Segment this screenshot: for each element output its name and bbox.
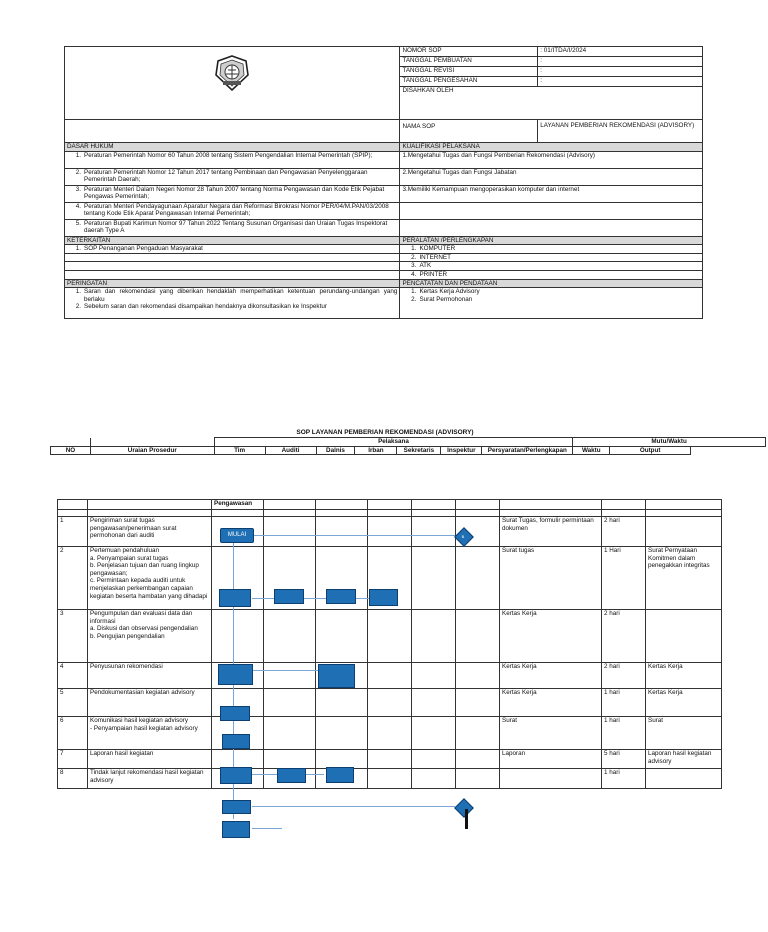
list-item: 2. Peraturan Pemerintah Nomor 12 Tahun 2017 tentang Pembinaan dan Pengawasan Penyelenggaraan Pemerintah Daerah; (75, 168, 368, 184)
step-output (646, 517, 722, 547)
step-number: 1 (58, 517, 88, 547)
step-time: 2 hari (602, 663, 646, 689)
step-number: 3 (58, 610, 88, 663)
section-header-row (65, 143, 703, 152)
pengawasan-header: Pengawasan (212, 500, 264, 510)
dasar-hukum-row (65, 202, 703, 219)
table-row (58, 517, 722, 547)
step-description: Pertemuan pendahuluan a. Penyampaian surat tugas b. Penjelasan tujuan dan ruang lingkup pengawasan; c. Permintaan kepada auditi untuk menjelaskan perkembangan capaian kegiatan beserta hambatan yang dihadapi (88, 547, 212, 610)
process-box (219, 589, 251, 607)
step-requirement: Surat (500, 717, 602, 750)
col-waktu: Waktu (573, 446, 610, 455)
step-requirement: Kertas Kerja (500, 663, 602, 689)
mutu-waktu-header: Mutu/Waktu (573, 438, 766, 447)
list-item: 2. INTERNET (411, 253, 451, 261)
sop-procedure-title: SOP LAYANAN PEMBERIAN REKOMENDASI (ADVISORY) (296, 429, 474, 436)
step-output: Surat Pernyataan Komitmen dalam penegakkan integritas (646, 547, 722, 610)
list-item: 3. Peraturan Menteri Dalam Negeri Nomor 28 Tahun 2007 tentang Norma Pengawasan dan Kode Etik Pejabat Pengawas Pemerintah; (75, 185, 385, 201)
sop-identity-table (64, 46, 703, 319)
step-description: Penyusunan rekomendasi (88, 663, 212, 689)
connector-line (252, 806, 455, 807)
meta-label: TANGGAL PENGESAHAN (400, 77, 538, 87)
col-sekretaris: Sekretaris (397, 446, 441, 455)
list-item: 1. Saran dan rekomendasi yang diberikan hendaklah memperhatikan ketentuan perundang-undangan yang berlaku (75, 288, 398, 303)
step-requirement (500, 769, 602, 789)
table-row (58, 610, 722, 663)
dasar-hukum-row (65, 151, 703, 168)
table-row (58, 769, 722, 789)
process-box (222, 821, 250, 838)
process-box (369, 589, 398, 606)
step-number: 6 (58, 717, 88, 750)
meta-value: : (538, 57, 703, 67)
step-description: Pendokumentasian kegiatan advisory (88, 689, 212, 717)
connector-line (252, 828, 282, 829)
step-time: 1 Hari (602, 547, 646, 610)
step-time: 2 hari (602, 517, 646, 547)
table-row (58, 663, 722, 689)
dasar-hukum-row (65, 168, 703, 185)
step-number: 7 (58, 750, 88, 769)
step-output: Kertas Kerja (646, 663, 722, 689)
table-row (58, 717, 722, 750)
connector-line (252, 535, 455, 536)
step-description: Tindak lanjut rekomendasi hasil kegiatan advisory (88, 769, 212, 789)
step-output: Laporan hasil kegiatan advisory (646, 750, 722, 769)
table-row (58, 750, 722, 769)
meta-label: TANGGAL PEMBUATAN (400, 57, 538, 67)
list-item: 1. KOMPUTER (411, 245, 456, 253)
process-box (277, 768, 306, 783)
step-description: Pengiriman surat tugas pengawasan/penerimaan surat permohonan dari auditi (88, 517, 212, 547)
dasar-hukum-title: DASAR HUKUM (65, 143, 400, 152)
section-header-row (65, 236, 703, 245)
process-box (220, 706, 250, 721)
dasar-hukum-row (65, 185, 703, 202)
connector-line (252, 670, 322, 671)
col-irban: Irban (355, 446, 397, 455)
step-output: Surat (646, 717, 722, 750)
process-box (274, 589, 304, 604)
peralatan-title: PERALATAN /PERLENGKAPAN (400, 236, 703, 245)
list-item: 5. Peraturan Bupati Karimun Nomor 97 Tahun 2022 Tentang Susunan Organisasi dan Uraian Tugas Inspektorat daerah Type A (75, 219, 388, 235)
list-item: 1. Peraturan Pemerintah Nomor 60 Tahun 2008 tentang Sistem Pengendalian Internal Pemerintah (SPIP); (75, 151, 373, 159)
step-output (646, 610, 722, 663)
step-number: 4 (58, 663, 88, 689)
step-requirement: Surat tugas (500, 547, 602, 610)
dasar-hukum-row (65, 219, 703, 236)
kualifikasi-item: 3.Memiliki Kemampuan mengoperasikan komputer dan internet (400, 185, 703, 202)
kualifikasi-item: 1.Mengetahui Tugas dan Fungsi Pemberian Rekomendasi (Advisory) (400, 151, 703, 168)
meta-value: : (538, 77, 703, 87)
process-box (326, 589, 356, 604)
step-time: 2 hari (602, 610, 646, 663)
decision-label: B (461, 534, 465, 539)
step-number: 5 (58, 689, 88, 717)
step-time: 5 hari (602, 750, 646, 769)
step-requirement: Surat Tugas, formulir permintaan dokumen (500, 517, 602, 547)
step-requirement: Kertas Kerja (500, 689, 602, 717)
peringatan-title: PERINGATAN (65, 279, 400, 288)
logo-cell (65, 47, 400, 120)
list-item: 2. Surat Permohonan (411, 295, 473, 303)
col-no: NO (51, 446, 91, 455)
list-item: 2. Sebelum saran dan rekomendasi disampaikan hendaknya dikonsultasikan ke Inspektur (75, 303, 327, 311)
process-box (222, 734, 250, 749)
list-item: 3. ATK (411, 262, 432, 270)
kualifikasi-title: KUALIFIKASI PELAKSANA (400, 143, 703, 152)
list-item: 1. SOP Penanganan Pengaduan Masyarakat (75, 245, 203, 253)
regency-emblem-icon (215, 55, 249, 91)
process-box (222, 800, 251, 814)
decision-diamond (454, 798, 474, 818)
step-requirement: Laporan (500, 750, 602, 769)
step-description: Komunikasi hasil kegiatan advisory - Penyampaian hasil kegiatan advisory (88, 717, 212, 750)
flowchart-body (58, 517, 722, 789)
col-tim: Tim (214, 446, 265, 455)
process-box (220, 767, 252, 784)
step-output (646, 769, 722, 789)
col-output: Output (610, 446, 691, 455)
meta-value: : (538, 67, 703, 77)
step-time: 1 hari (602, 689, 646, 717)
disahkan-oleh: DISAHKAN OLEH (400, 87, 703, 120)
end-marker (465, 809, 468, 829)
col-persyaratan: Persyaratan/Perlengkapan (482, 446, 573, 455)
step-description: Laporan hasil kegiatan (88, 750, 212, 769)
meta-value: : 01/ITDA/I/2024 (538, 47, 703, 57)
pelaksana-header: Pelaksana (214, 438, 573, 447)
step-number: 2 (58, 547, 88, 610)
step-output: Kertas Kerja (646, 689, 722, 717)
kualifikasi-item: 2.Mengetahui Tugas dan Fungsi Jabatan (400, 168, 703, 185)
list-item: 1. Kertas Kerja Advisory (411, 288, 480, 296)
meta-row (65, 47, 703, 57)
step-number: 8 (58, 769, 88, 789)
meta-label: NOMOR SOP (400, 47, 538, 57)
section-header-row (65, 279, 703, 288)
keterkaitan-title: KETERKAITAN (65, 236, 400, 245)
nama-sop-label: NAMA SOP (400, 120, 538, 143)
list-item: 4. Peraturan Menteri Pendayagunaan Aparatur Negara dan Reformasi Birokrasi Nomor PER/04/M.PAN/03/2008 tentang Kode Etik Aparat Pengawasan Internal Pemerintah; (75, 202, 389, 218)
process-box (318, 664, 355, 688)
step-time: 1 hari (602, 769, 646, 789)
meta-label: TANGGAL REVISI (400, 67, 538, 77)
step-description: Pengumpulan dan evaluasi data dan informasi a. Diskusi dan observasi pengendalian b. Pengujian pengendalian (88, 610, 212, 663)
nama-sop-row (65, 120, 703, 143)
col-uraian: Uraian Prosedur (90, 446, 214, 455)
col-dalnis: Dalnis (316, 446, 355, 455)
procedure-header-table (50, 437, 766, 455)
col-auditi: Auditi (265, 446, 316, 455)
table-row (58, 689, 722, 717)
pencatatan-title: PENCATATAN DAN PENDATAAN (400, 279, 703, 288)
nama-sop-value: LAYANAN PEMBERIAN REKOMENDASI (ADVISORY) (538, 120, 703, 143)
col-inspektur: Inspektur (441, 446, 482, 455)
start-box: MULAI (220, 528, 254, 543)
list-item: 4. PRINTER (411, 270, 448, 278)
process-box (218, 664, 253, 685)
step-time: 1 hari (602, 717, 646, 750)
step-requirement: Kertas Kerja (500, 610, 602, 663)
flowchart-table (57, 499, 722, 789)
process-box (326, 767, 354, 783)
